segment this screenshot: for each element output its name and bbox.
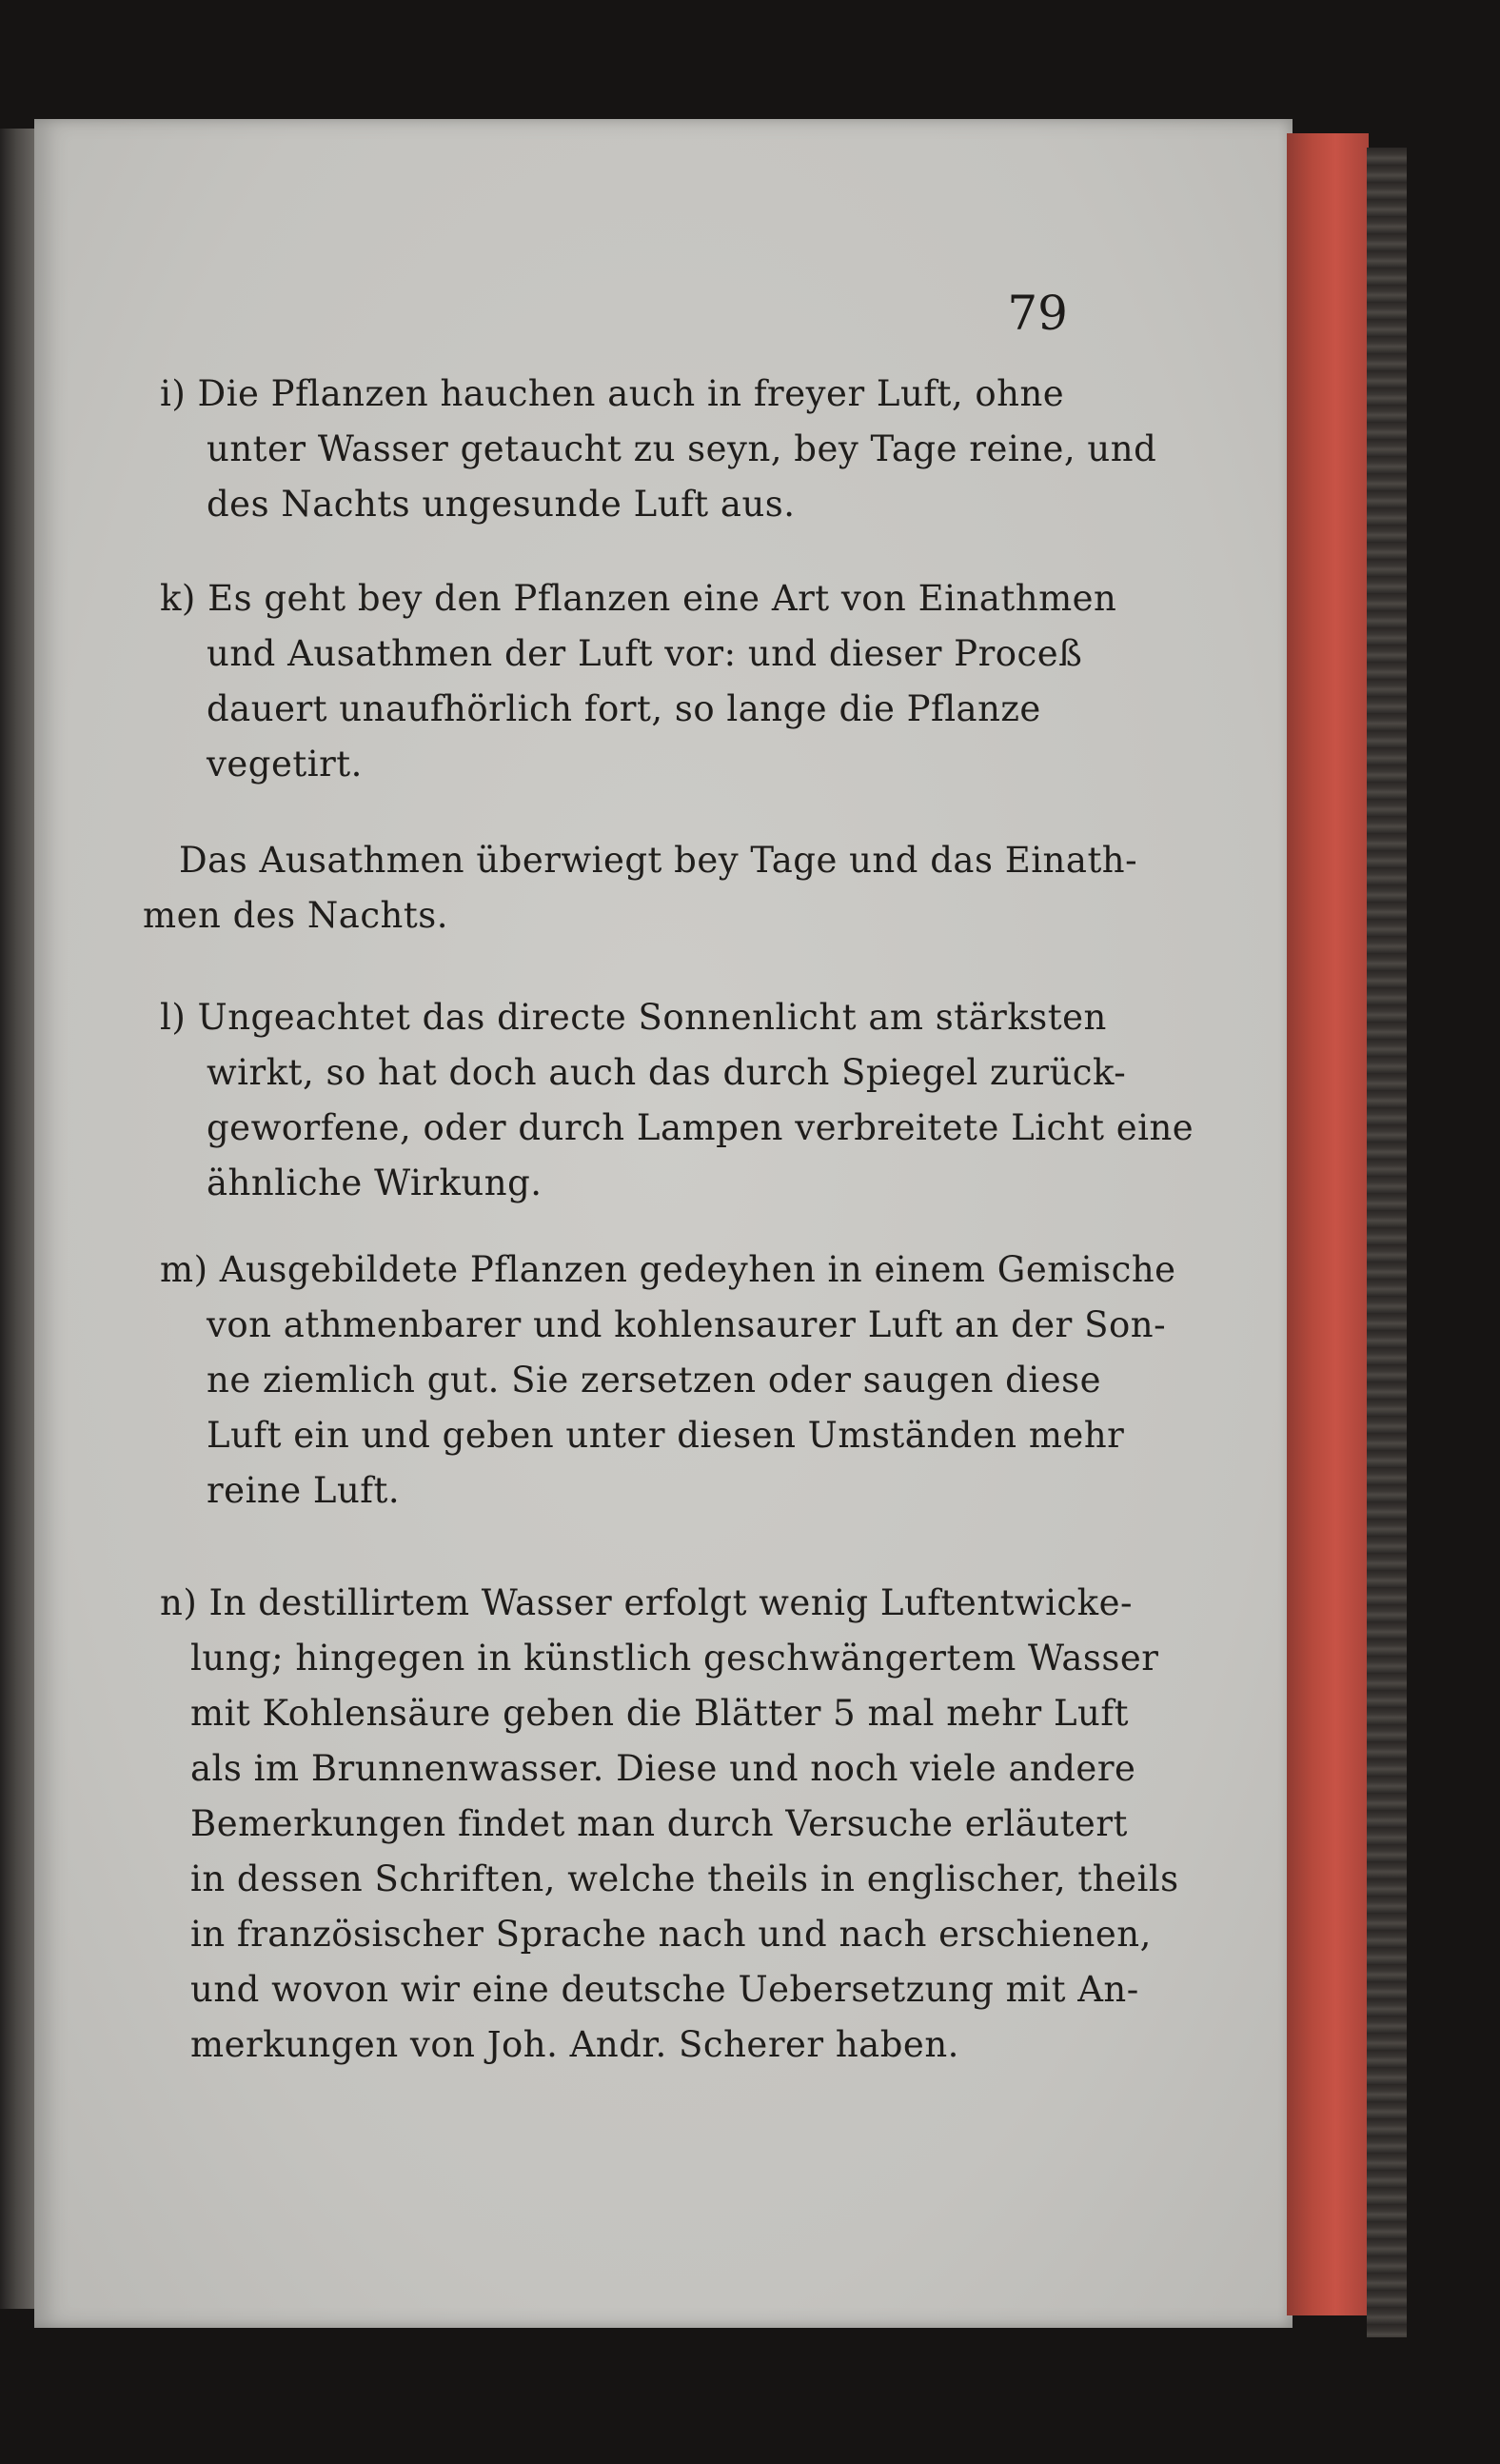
paragraph-m — [160, 1242, 1176, 1519]
book-cover-edge — [1367, 148, 1407, 2337]
text-line: lung; hingegen in künstlich geschwängertem Wasser — [190, 1638, 1159, 1679]
text-line: und wovon wir eine deutsche Uebersetzung mit An- — [190, 1969, 1139, 2010]
text-line: Luft ein und geben unter diesen Umständen mehr — [207, 1415, 1125, 1456]
red-fore-edge — [1287, 133, 1369, 2315]
paragraph-l — [160, 990, 1194, 1211]
text-line: men des Nachts. — [143, 895, 449, 936]
text-line: wirkt, so hat doch auch das durch Spiegel zurück- — [207, 1052, 1127, 1093]
text-line: i) Die Pflanzen hauchen auch in freyer Luft, ohne — [160, 373, 1065, 414]
text-line: in französischer Sprache nach und nach erschienen, — [190, 1914, 1152, 1955]
text-line: geworfene, oder durch Lampen verbreitete Licht eine — [207, 1107, 1194, 1148]
text-line: Das Ausathmen überwiegt bey Tage und das Einath- — [179, 840, 1138, 881]
text-line: Bemerkungen findet man durch Versuche erläutert — [190, 1803, 1128, 1844]
text-line: unter Wasser getaucht zu seyn, bey Tage reine, und — [207, 428, 1157, 469]
text-line: reine Luft. — [207, 1470, 401, 1511]
text-line: ne ziemlich gut. Sie zersetzen oder saugen diese — [207, 1360, 1101, 1401]
text-line: merkungen von Joh. Andr. Scherer haben. — [190, 2024, 959, 2065]
page-number: 79 — [1007, 286, 1068, 341]
book-left-edge — [0, 129, 36, 2309]
text-line: als im Brunnenwasser. Diese und noch viele andere — [190, 1748, 1136, 1789]
text-line: und Ausathmen der Luft vor: und dieser Proceß — [207, 633, 1083, 674]
paragraph-n — [160, 1576, 1179, 2073]
text-line: in dessen Schriften, welche theils in englischer, theils — [190, 1858, 1179, 1899]
paragraph-summary — [143, 833, 1138, 944]
paragraph-i — [160, 367, 1157, 532]
text-line: n) In destillirtem Wasser erfolgt wenig Luftentwicke- — [160, 1582, 1133, 1623]
text-line: m) Ausgebildete Pflanzen gedeyhen in einem Gemische — [160, 1249, 1176, 1290]
text-line: dauert unaufhörlich fort, so lange die Pflanze — [207, 688, 1041, 729]
text-line: l) Ungeachtet das directe Sonnenlicht am stärksten — [160, 997, 1107, 1038]
text-line: vegetirt. — [207, 744, 363, 785]
text-line: mit Kohlensäure geben die Blätter 5 mal mehr Luft — [190, 1693, 1129, 1734]
text-line: des Nachts ungesunde Luft aus. — [207, 484, 796, 525]
text-line: von athmenbarer und kohlensaurer Luft an der Son- — [207, 1304, 1167, 1345]
text-line: k) Es geht bey den Pflanzen eine Art von Einathmen — [160, 578, 1117, 619]
paragraph-k — [160, 571, 1117, 792]
text-line: ähnliche Wirkung. — [207, 1162, 543, 1203]
